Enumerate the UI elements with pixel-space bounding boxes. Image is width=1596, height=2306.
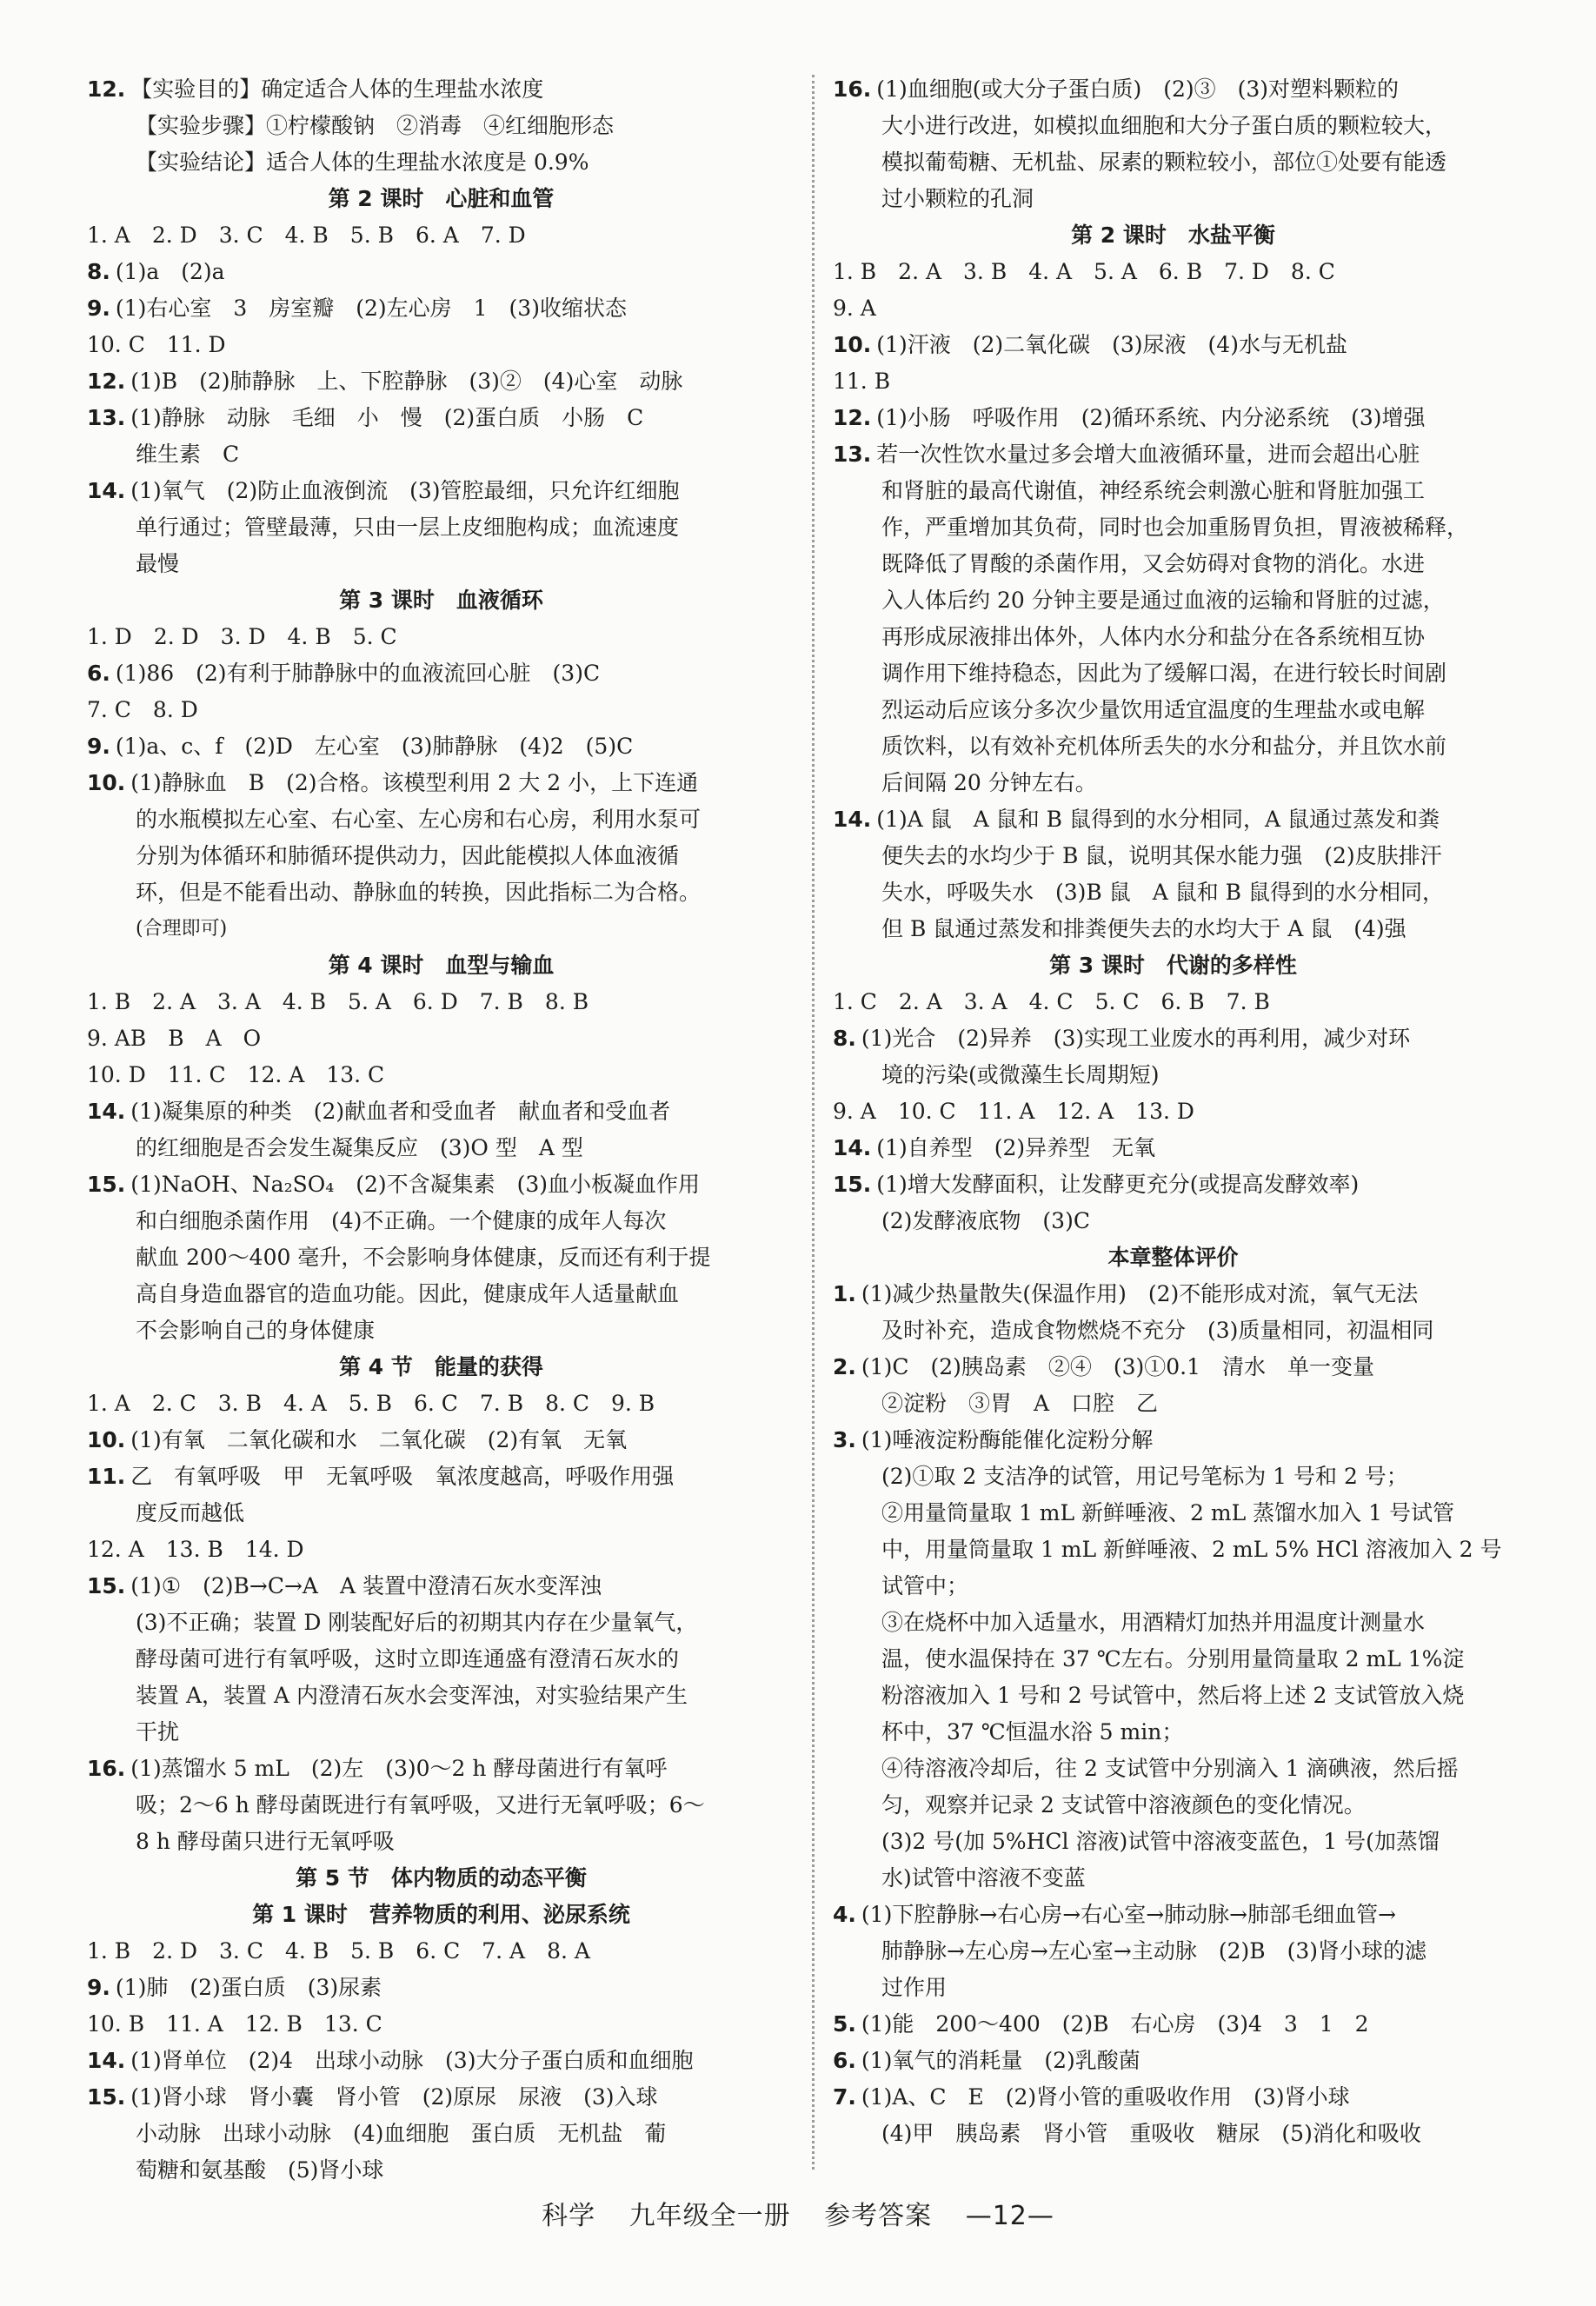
left-column <box>87 71 795 2189</box>
answer-line <box>87 1495 795 1532</box>
answer-line <box>833 108 1513 144</box>
answer-line <box>833 327 1513 363</box>
answer-text: 水)试管中溶液不变蓝 <box>881 1865 1086 1891</box>
question-number: 11. <box>87 1464 126 1489</box>
answer-text: 萄糖和氨基酸 (5)肾小球 <box>136 2157 384 2183</box>
answer-text: 8 h 酵母菌只进行无氧呼吸 <box>136 1829 395 1854</box>
answer-text: 9. A 10. C 11. A 12. A 13. D <box>833 1099 1194 1124</box>
answer-line <box>833 1020 1513 1057</box>
answer-text: 和白细胞杀菌作用 (4)不正确。一个健康的成年人每次 <box>136 1208 667 1233</box>
answer-line <box>87 1970 795 2006</box>
answer-text: (1)唾液淀粉酶能催化淀粉分解 <box>861 1427 1154 1452</box>
answer-line <box>87 728 795 765</box>
question-number: 7. <box>833 2084 856 2110</box>
answer-line <box>87 473 795 509</box>
answer-text: (1)静脉血 B (2)合格。该模型利用 2 大 2 小，上下连通 <box>130 770 699 795</box>
answer-line <box>833 984 1513 1020</box>
answer-text: 便失去的水均少于 B 鼠，说明其保水能力强 (2)皮肤排汗 <box>881 843 1442 868</box>
answer-text: 高自身造血器官的造血功能。因此，健康成年人适量献血 <box>136 1281 680 1306</box>
answer-text: 10. D 11. C 12. A 13. C <box>87 1062 385 1087</box>
answer-line <box>87 2006 795 2043</box>
section-heading: 第 2 课时 水盐平衡 <box>1071 223 1275 248</box>
answer-text: ②用量筒量取 1 mL 新鲜唾液、2 mL 蒸馏水加入 1 号试管 <box>881 1500 1454 1525</box>
answer-line <box>833 1532 1513 1568</box>
answer-text: 1. B 2. A 3. B 4. A 5. A 6. B 7. D 8. C <box>833 259 1335 284</box>
section-heading: 第 1 课时 营养物质的利用、泌尿系统 <box>252 1902 630 1927</box>
answer-line <box>833 911 1513 947</box>
question-number: 3. <box>833 1427 856 1452</box>
answer-line <box>87 1203 795 1239</box>
answer-line <box>87 290 795 327</box>
answer-line <box>833 436 1513 473</box>
answer-line <box>833 1787 1513 1824</box>
answer-text: 失水，呼吸失水 (3)B 鼠 A 鼠和 B 鼠得到的水分相同， <box>881 880 1444 905</box>
answer-line <box>87 2152 795 2189</box>
answer-text: 干扰 <box>136 1719 180 1744</box>
answer-line <box>833 1093 1513 1130</box>
answer-line <box>833 1897 1513 1933</box>
section-heading: 本章整体评价 <box>1107 1245 1239 1270</box>
answer-line <box>833 619 1513 655</box>
section-heading: 第 2 课时 心脏和血管 <box>328 186 555 211</box>
answer-line <box>87 400 795 436</box>
answer-text: 【实验步骤】①柠檬酸钠 ②消毒 ④红细胞形态 <box>136 113 615 138</box>
answer-line <box>833 546 1513 582</box>
answer-text: 1. B 2. D 3. C 4. B 5. B 6. C 7. A 8. A <box>87 1938 590 1964</box>
answer-line <box>87 1239 795 1276</box>
answer-text: 入人体后约 20 分钟主要是通过血液的运输和肾脏的过滤， <box>881 588 1445 613</box>
question-number: 15. <box>87 2084 126 2110</box>
section-heading: 第 4 课时 血型与输血 <box>328 953 555 978</box>
answer-line <box>87 436 795 473</box>
answer-text: 【实验目的】确定适合人体的生理盐水浓度 <box>130 76 544 102</box>
answer-text: (1)血细胞(或大分子蛋白质) (2)③ (3)对塑料颗粒的 <box>876 76 1400 102</box>
answer-text: 【实验结论】适合人体的生理盐水浓度是 0.9% <box>136 150 589 175</box>
answer-text: 的红细胞是否会发生凝集反应 (3)O 型 A 型 <box>136 1135 583 1160</box>
answer-line <box>87 838 795 874</box>
answer-line <box>87 2043 795 2079</box>
answer-line <box>87 1166 795 1203</box>
answer-text: (1)B (2)肺静脉 上、下腔静脉 (3)② (4)心室 动脉 <box>130 369 683 394</box>
question-number: 6. <box>87 661 110 686</box>
answer-line <box>833 582 1513 619</box>
question-number: 9. <box>87 734 110 759</box>
answer-text: 过作用 <box>881 1975 948 2000</box>
answer-text: 不会影响自己的身体健康 <box>136 1318 376 1343</box>
question-number: 6. <box>833 2048 856 2073</box>
answer-text: (1)下腔静脉→右心房→右心室→肺动脉→肺部毛细血管→ <box>861 1902 1397 1927</box>
answer-line <box>833 801 1513 838</box>
answer-line <box>833 1568 1513 1605</box>
answer-line <box>87 1020 795 1057</box>
answer-line <box>87 546 795 582</box>
question-number: 14. <box>833 807 872 832</box>
answer-text: (1)NaOH、Na₂SO₄ (2)不含凝集素 (3)血小板凝血作用 <box>130 1172 701 1197</box>
answer-line <box>833 1860 1513 1897</box>
question-number: 14. <box>87 478 126 503</box>
answer-line <box>833 1714 1513 1751</box>
answer-text: 11. B <box>833 369 891 394</box>
answer-text: 小动脉 出球小动脉 (4)血细胞 蛋白质 无机盐 葡 <box>136 2121 667 2146</box>
answer-text: 1. C 2. A 3. A 4. C 5. C 6. B 7. B <box>833 989 1270 1014</box>
answer-text: (1)凝集原的种类 (2)献血者和受血者 献血者和受血者 <box>130 1099 671 1124</box>
answer-line <box>87 363 795 400</box>
question-number: 14. <box>833 1135 872 1160</box>
answer-text: (1)氧气的消耗量 (2)乳酸菌 <box>861 2048 1140 2073</box>
question-number: 16. <box>87 1756 126 1781</box>
question-number: 13. <box>833 442 872 467</box>
answer-text: 后间隔 20 分钟左右。 <box>881 770 1097 795</box>
answer-text: 过小颗粒的孔洞 <box>881 186 1034 211</box>
answer-line <box>833 144 1513 181</box>
answer-line <box>833 400 1513 436</box>
answer-line <box>87 509 795 546</box>
answer-text: (合理即可) <box>136 918 228 940</box>
answer-text: 10. C 11. D <box>87 332 226 357</box>
question-number: 15. <box>833 1172 872 1197</box>
question-number: 4. <box>833 1902 856 1927</box>
answer-line <box>87 1057 795 1093</box>
answer-text: 大小进行改进，如模拟血细胞和大分子蛋白质的颗粒较大， <box>881 113 1447 138</box>
answer-line <box>833 509 1513 546</box>
answer-line <box>87 1312 795 1349</box>
answer-line <box>833 1312 1513 1349</box>
section-heading: 第 4 节 能量的获得 <box>339 1354 543 1379</box>
answer-line <box>833 473 1513 509</box>
question-number: 10. <box>833 332 872 357</box>
answer-line <box>87 254 795 290</box>
question-number: 12. <box>833 405 872 430</box>
page-footer <box>0 2194 1596 2232</box>
answer-text: (1)C (2)胰岛素 ②④ (3)①0.1 清水 单一变量 <box>861 1354 1375 1379</box>
answer-line <box>87 71 795 108</box>
question-number: 14. <box>87 1099 126 1124</box>
answer-line <box>87 1714 795 1751</box>
answer-line <box>87 1787 795 1824</box>
answer-line <box>833 71 1513 108</box>
answer-text: 10. B 11. A 12. B 13. C <box>87 2011 382 2037</box>
answer-line <box>833 2079 1513 2116</box>
answer-text: (1)增大发酵面积，让发酵更充分(或提高发酵效率) <box>876 1172 1360 1197</box>
answer-line <box>833 181 1513 217</box>
answer-text: ③在烧杯中加入适量水，用酒精灯加热并用温度计测量水 <box>881 1610 1426 1635</box>
answer-line <box>87 1093 795 1130</box>
question-number: 8. <box>833 1026 856 1051</box>
answer-text: 中，用量筒量取 1 mL 新鲜唾液、2 mL 5% HCl 溶液加入 2 号 <box>881 1537 1502 1562</box>
answer-line <box>833 1605 1513 1641</box>
answer-line <box>833 838 1513 874</box>
page-number: —12— <box>965 2201 1054 2231</box>
answer-text: 维生素 C <box>136 442 240 467</box>
question-number: 12. <box>87 369 126 394</box>
answer-text: (2)发酵液底物 (3)C <box>881 1208 1090 1233</box>
answer-text: (1)肾单位 (2)4 出球小动脉 (3)大分子蛋白质和血细胞 <box>130 2048 694 2073</box>
answer-line <box>87 144 795 181</box>
answer-line <box>87 1678 795 1714</box>
answer-line <box>87 1532 795 1568</box>
answer-line <box>87 911 795 947</box>
answer-line <box>833 1166 1513 1203</box>
footer-grade: 九年级全一册 <box>628 2201 791 2231</box>
answer-text: 再形成尿液排出体外，人体内水分和盐分在各系统相互协 <box>881 624 1426 649</box>
section-heading: 第 5 节 体内物质的动态平衡 <box>296 1865 587 1891</box>
answer-line <box>87 984 795 1020</box>
answer-text: (1)自养型 (2)异养型 无氧 <box>876 1135 1156 1160</box>
answer-line <box>833 1678 1513 1714</box>
answer-text: 1. D 2. D 3. D 4. B 5. C <box>87 624 397 649</box>
answer-text: (1)a、c、f (2)D 左心室 (3)肺静脉 (4)2 (5)C <box>115 734 634 759</box>
answer-line <box>833 874 1513 911</box>
answer-line <box>87 1641 795 1678</box>
answer-line <box>87 874 795 911</box>
answer-line <box>833 254 1513 290</box>
answer-text: 肺静脉→左心房→左心室→主动脉 (2)B (3)肾小球的滤 <box>881 1938 1427 1964</box>
column-divider <box>812 75 815 2170</box>
answer-line <box>833 2006 1513 2043</box>
answer-line <box>87 1605 795 1641</box>
answer-line <box>833 1751 1513 1787</box>
question-number: 5. <box>833 2011 856 2037</box>
answer-line <box>833 2043 1513 2079</box>
answer-text: 但 B 鼠通过蒸发和排粪便失去的水均大于 A 鼠 (4)强 <box>881 916 1406 941</box>
answer-line <box>833 1933 1513 1970</box>
answer-text: ④待溶液冷却后，往 2 支试管中分别滴入 1 滴碘液，然后摇 <box>881 1756 1459 1781</box>
answer-text: (1)A、C E (2)肾小管的重吸收作用 (3)肾小球 <box>861 2084 1350 2110</box>
answer-text: (1)光合 (2)异养 (3)实现工业废水的再利用，减少对环 <box>861 1026 1411 1051</box>
answer-line <box>833 2116 1513 2152</box>
answer-text: 最慢 <box>136 551 180 576</box>
answer-line <box>833 1349 1513 1386</box>
answer-text: 质饮料，以有效补充机体所丢失的水分和盐分，并且饮水前 <box>881 734 1447 759</box>
answer-line <box>87 1933 795 1970</box>
question-number: 1. <box>833 1281 856 1306</box>
answer-line <box>87 1276 795 1312</box>
answer-line <box>833 728 1513 765</box>
question-number: 12. <box>87 76 126 102</box>
answer-text: 调作用下维持稳态，因此为了缓解口渴，在进行较长时间剧 <box>881 661 1447 686</box>
answer-text: 若一次性饮水量过多会增大血液循环量，进而会超出心脏 <box>876 442 1420 467</box>
answer-text: 献血 200～400 毫升，不会影响身体健康，反而还有利于提 <box>136 1245 711 1270</box>
answer-text: 环，但是不能看出动、静脉血的转换，因此指标二为合格。 <box>136 880 702 905</box>
answer-line <box>87 1130 795 1166</box>
answer-text: 温，使水温保持在 37 ℃左右。分别用量筒量取 2 mL 1%淀 <box>881 1646 1465 1671</box>
answer-line <box>87 1824 795 1860</box>
answer-line <box>87 1751 795 1787</box>
answer-line <box>87 1459 795 1495</box>
answer-text: (1)86 (2)有利于肺静脉中的血液流回心脏 (3)C <box>115 661 601 686</box>
answer-text: 9. AB B A O <box>87 1026 262 1051</box>
answer-line <box>87 217 795 254</box>
question-number: 2. <box>833 1354 856 1379</box>
answer-text: (1)汗液 (2)二氧化碳 (3)尿液 (4)水与无机盐 <box>876 332 1347 357</box>
answer-text: (1)蒸馏水 5 mL (2)左 (3)0～2 h 酵母菌进行有氧呼 <box>130 1756 668 1781</box>
answer-line <box>833 1641 1513 1678</box>
answer-line <box>87 692 795 728</box>
answer-text: (1)氧气 (2)防止血液倒流 (3)管腔最细，只允许红细胞 <box>130 478 680 503</box>
answer-line <box>833 290 1513 327</box>
answer-text: 7. C 8. D <box>87 697 198 722</box>
answer-text: 及时补充，造成食物燃烧不充分 (3)质量相同，初温相同 <box>881 1318 1434 1343</box>
answer-text: 试管中； <box>881 1573 969 1598</box>
answer-text: (1)能 200～400 (2)B 右心房 (3)4 3 1 2 <box>861 2011 1369 2037</box>
answer-text: 既降低了胃酸的杀菌作用，又会妨碍对食物的消化。水进 <box>881 551 1426 576</box>
answer-text: 12. A 13. B 14. D <box>87 1537 304 1562</box>
answer-line <box>87 1422 795 1459</box>
answer-line <box>87 619 795 655</box>
section-heading: 第 3 课时 代谢的多样性 <box>1049 953 1297 978</box>
footer-subject: 科学 <box>542 2201 596 2231</box>
answer-text: (1)a (2)a <box>115 259 225 284</box>
answer-text: (1)肾小球 肾小囊 肾小管 (2)原尿 尿液 (3)入球 <box>130 2084 658 2110</box>
answer-line <box>833 1057 1513 1093</box>
answer-line <box>833 1203 1513 1239</box>
answer-text: (1)A 鼠 A 鼠和 B 鼠得到的水分相同，A 鼠通过蒸发和粪 <box>876 807 1440 832</box>
answer-text: 吸；2～6 h 酵母菌既进行有氧呼吸，又进行无氧呼吸；6～ <box>136 1792 705 1818</box>
answer-text: 的水瓶模拟左心室、右心室、左心房和右心房，利用水泵可 <box>136 807 702 832</box>
answer-text: 单行通过；管壁最薄，只由一层上皮细胞构成；血流速度 <box>136 515 680 540</box>
question-number: 13. <box>87 405 126 430</box>
question-number: 15. <box>87 1573 126 1598</box>
answer-line <box>87 1568 795 1605</box>
answer-line <box>833 363 1513 400</box>
answer-line <box>87 801 795 838</box>
answer-text: 乙 有氧呼吸 甲 无氧呼吸 氧浓度越高，呼吸作用强 <box>130 1464 675 1489</box>
answer-text: 模拟葡萄糖、无机盐、尿素的颗粒较小，部位①处要有能透 <box>881 150 1447 175</box>
answer-text: ②淀粉 ③胃 A 口腔 乙 <box>881 1391 1159 1416</box>
answer-line <box>87 2116 795 2152</box>
answer-text: 杯中，37 ℃恒温水浴 5 min； <box>881 1719 1184 1744</box>
right-column <box>833 71 1513 2152</box>
answer-line <box>833 1459 1513 1495</box>
answer-text: 分别为体循环和肺循环提供动力，因此能模拟人体血液循 <box>136 843 680 868</box>
question-number: 15. <box>87 1172 126 1197</box>
answer-text: (1)肺 (2)蛋白质 (3)尿素 <box>115 1975 382 2000</box>
answer-text: (1)右心室 3 房室瓣 (2)左心房 1 (3)收缩状态 <box>115 296 627 321</box>
answer-line <box>833 692 1513 728</box>
answer-line <box>833 1386 1513 1422</box>
answer-line <box>833 765 1513 801</box>
answer-line <box>833 1276 1513 1312</box>
answer-text: (1)减少热量散失(保温作用) (2)不能形成对流，氧气无法 <box>861 1281 1419 1306</box>
answer-text: 装置 A，装置 A 内澄清石灰水会变浑浊，对实验结果产生 <box>136 1683 688 1708</box>
answer-text: 1. A 2. C 3. B 4. A 5. B 6. C 7. B 8. C 9. B <box>87 1391 655 1416</box>
answer-text: 酵母菌可进行有氧呼吸，这时立即连通盛有澄清石灰水的 <box>136 1646 680 1671</box>
answer-text: 烈运动后应该分多次少量饮用适宜温度的生理盐水或电解 <box>881 697 1426 722</box>
answer-text: (3)不正确；装置 D 刚装配好后的初期其内存在少量氧气， <box>136 1610 698 1635</box>
answer-text: 作，严重增加其负荷，同时也会加重肠胃负担，胃液被稀释， <box>881 515 1469 540</box>
answer-line <box>833 1422 1513 1459</box>
answer-line <box>87 108 795 144</box>
answer-text: (1)小肠 呼吸作用 (2)循环系统、内分泌系统 (3)增强 <box>876 405 1426 430</box>
question-number: 10. <box>87 770 126 795</box>
answer-text: 度反而越低 <box>136 1500 245 1525</box>
answer-text: 1. B 2. A 3. A 4. B 5. A 6. D 7. B 8. B <box>87 989 589 1014</box>
answer-text: (1)有氧 二氧化碳和水 二氧化碳 (2)有氧 无氧 <box>130 1427 628 1452</box>
answer-text: (4)甲 胰岛素 肾小管 重吸收 糖尿 (5)消化和吸收 <box>881 2121 1421 2146</box>
answer-text: (1)① (2)B→C→A A 装置中澄清石灰水变浑浊 <box>130 1573 602 1598</box>
question-number: 16. <box>833 76 872 102</box>
answer-line <box>87 765 795 801</box>
answer-text: (2)①取 2 支洁净的试管，用记号笔标为 1 号和 2 号； <box>881 1464 1408 1489</box>
question-number: 14. <box>87 2048 126 2073</box>
answer-line <box>833 1495 1513 1532</box>
answer-line <box>87 2079 795 2116</box>
question-number: 10. <box>87 1427 126 1452</box>
section-heading: 第 3 课时 血液循环 <box>339 588 543 613</box>
answer-text: 境的污染(或微藻生长周期短) <box>881 1062 1160 1087</box>
answer-line <box>87 655 795 692</box>
answer-line <box>833 1130 1513 1166</box>
answer-line <box>87 327 795 363</box>
answer-line <box>833 1824 1513 1860</box>
answer-text: 和肾脏的最高代谢值，神经系统会刺激心脏和肾脏加强工 <box>881 478 1426 503</box>
question-number: 9. <box>87 296 110 321</box>
answer-text: (3)2 号(加 5%HCl 溶液)试管中溶液变蓝色，1 号(加蒸馏 <box>881 1829 1440 1854</box>
answer-text: 1. A 2. D 3. C 4. B 5. B 6. A 7. D <box>87 223 526 248</box>
answer-text: 匀，观察并记录 2 支试管中溶液颜色的变化情况。 <box>881 1792 1366 1818</box>
answer-text: (1)静脉 动脉 毛细 小 慢 (2)蛋白质 小肠 C <box>130 405 644 430</box>
footer-section: 参考答案 <box>824 2201 933 2231</box>
answer-line <box>833 655 1513 692</box>
answer-line <box>87 1386 795 1422</box>
question-number: 9. <box>87 1975 110 2000</box>
answer-line <box>833 1970 1513 2006</box>
answer-text: 粉溶液加入 1 号和 2 号试管中，然后将上述 2 支试管放入烧 <box>881 1683 1465 1708</box>
question-number: 8. <box>87 259 110 284</box>
answer-text: 9. A <box>833 296 876 321</box>
